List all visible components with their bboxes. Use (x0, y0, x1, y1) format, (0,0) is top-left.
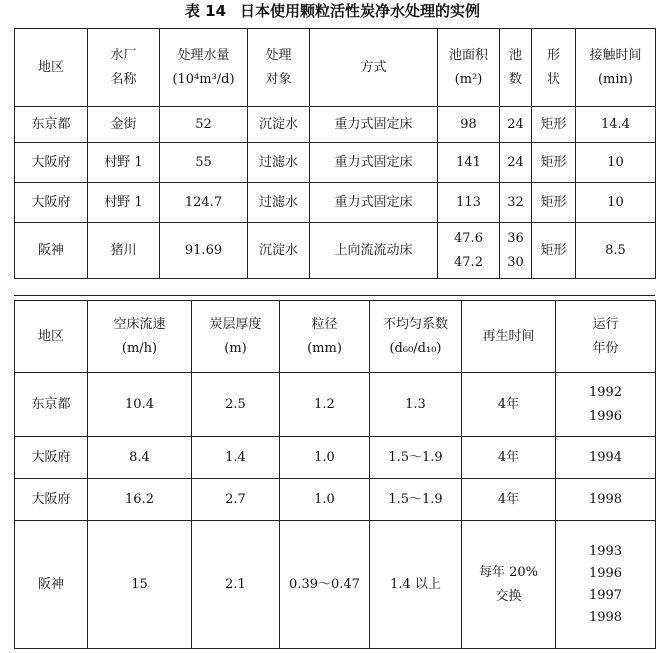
header-cell (500, 29, 532, 107)
header-cell (88, 29, 160, 107)
cell-text: (m) (224, 340, 247, 356)
table-cell (15, 521, 88, 649)
table-cell (462, 521, 556, 649)
cell-text: (m²) (454, 71, 483, 87)
cell-text: 运行 (592, 316, 619, 332)
table-cell (88, 479, 192, 521)
cell-text: 粒径 (311, 316, 338, 332)
cell-text: 过滤水 (258, 154, 298, 170)
table-cell (88, 143, 160, 183)
table-cell (438, 107, 500, 143)
cell-text: 2.5 (225, 396, 246, 412)
cell-text: 55 (195, 154, 212, 170)
cell-text: 交换 (495, 588, 522, 604)
header-cell (310, 29, 438, 107)
cell-text: 14.4 (601, 116, 630, 132)
cell-text: 对象 (265, 71, 292, 87)
cell-text: 4年 (497, 491, 520, 507)
cell-text: 91.69 (184, 242, 223, 258)
table-row (15, 143, 656, 183)
header-cell (576, 29, 656, 107)
table-cell (15, 373, 88, 437)
cell-text: 地区 (37, 328, 64, 344)
header-row (15, 301, 656, 373)
cell-text: 方式 (360, 59, 387, 75)
cell-text: 空床流速 (113, 316, 166, 332)
cell-text: 重力式固定床 (334, 116, 413, 132)
table-cell (15, 223, 88, 279)
header-cell (532, 29, 576, 107)
cell-text: 水厂 (110, 47, 137, 63)
table-row (15, 223, 656, 279)
table-cell (370, 521, 462, 649)
table-cell (15, 183, 88, 223)
carbon-spec-table (14, 300, 656, 649)
table-cell (556, 437, 656, 479)
cell-text: 1.3 (405, 396, 426, 412)
cell-text: 池面积 (448, 47, 488, 63)
header-cell (15, 29, 88, 107)
cell-text: 不均匀系数 (382, 316, 448, 332)
cell-text: 矩形 (540, 116, 567, 132)
cell-text: 4年 (497, 396, 520, 412)
table-cell (15, 437, 88, 479)
cell-text: 年份 (592, 340, 619, 356)
cell-text: 矩形 (540, 242, 567, 258)
cell-text: 1.5～1.9 (388, 449, 443, 465)
table-cell (500, 107, 532, 143)
cell-text: (mm) (307, 340, 342, 356)
table-cell (310, 107, 438, 143)
cell-text: 1996 (588, 408, 623, 424)
table-cell (532, 183, 576, 223)
table-cell (192, 373, 280, 437)
cell-text: (d₆₀/d₁₀) (389, 340, 442, 356)
table-cell (88, 437, 192, 479)
cell-text: 141 (456, 154, 481, 170)
table-cell (192, 437, 280, 479)
table-cell (280, 437, 370, 479)
cell-text: 32 (507, 194, 524, 210)
cell-text: 1998 (588, 491, 623, 507)
header-cell (88, 301, 192, 373)
table-cell (192, 521, 280, 649)
cell-text: 数 (508, 71, 522, 87)
cell-text: 1.0 (314, 491, 335, 507)
cell-text: 金街 (110, 116, 137, 132)
table-cell (438, 143, 500, 183)
table-cell (160, 107, 248, 143)
cell-text: 1996 (588, 565, 623, 581)
table-cell (310, 183, 438, 223)
header-cell (556, 301, 656, 373)
cell-text: 1997 (588, 587, 623, 603)
cell-text: 大阪府 (31, 194, 71, 210)
table-cell (160, 223, 248, 279)
cell-text: 矩形 (540, 194, 567, 210)
cell-text: 0.39～0.47 (289, 576, 360, 592)
header-cell (15, 301, 88, 373)
cell-text: 10.4 (125, 396, 154, 412)
table-cell (576, 107, 656, 143)
table-cell (462, 373, 556, 437)
table-cell (192, 479, 280, 521)
cell-text: 矩形 (540, 154, 567, 170)
table-cell (15, 143, 88, 183)
cell-text: 过滤水 (258, 194, 298, 210)
cell-text: 24 (507, 154, 524, 170)
cell-text: 16.2 (125, 491, 154, 507)
table-caption: 日本使用颗粒活性炭净水处理的实例 (240, 2, 481, 20)
table-row (15, 107, 656, 143)
table-cell (462, 479, 556, 521)
table-cell (576, 143, 656, 183)
table-cell (370, 479, 462, 521)
cell-text: 4年 (497, 449, 520, 465)
table-cell (370, 437, 462, 479)
cell-text: 东京都 (31, 396, 71, 412)
cell-text: 村野 1 (104, 194, 143, 210)
cell-text: 24 (507, 116, 524, 132)
cell-text: 10 (607, 154, 624, 170)
table-cell (88, 373, 192, 437)
cell-text: 地区 (37, 59, 64, 75)
table-cell (248, 107, 310, 143)
cell-text: 猪川 (110, 242, 137, 258)
header-cell (438, 29, 500, 107)
table-row (15, 183, 656, 223)
table-row (15, 437, 656, 479)
cell-text: 1.0 (314, 449, 335, 465)
cell-text: 沉淀水 (258, 242, 298, 258)
header-row (15, 29, 656, 107)
plant-info-table (14, 28, 656, 279)
cell-text: 1.4 以上 (390, 576, 441, 592)
cell-text: 沉淀水 (258, 116, 298, 132)
cell-text: 形 (546, 47, 560, 63)
cell-text: 上向流流动床 (334, 242, 413, 258)
cell-text: 1.2 (314, 396, 335, 412)
cell-text: 大阪府 (31, 154, 71, 170)
table-cell (88, 521, 192, 649)
table-cell (370, 373, 462, 437)
cell-text: 30 (507, 254, 524, 270)
cell-text: 再生时间 (482, 328, 535, 344)
cell-text: 47.2 (454, 254, 483, 270)
cell-text: 36 (507, 230, 524, 246)
cell-text: 池 (508, 47, 522, 63)
cell-text: 处理 (265, 47, 292, 63)
cell-text: 大阪府 (31, 491, 71, 507)
table-cell (310, 223, 438, 279)
cell-text: 1993 (588, 543, 623, 559)
cell-text: 124.7 (184, 194, 223, 210)
header-cell (462, 301, 556, 373)
table-cell (15, 107, 88, 143)
header-cell (280, 301, 370, 373)
cell-text: (10⁴m³/d) (172, 71, 235, 87)
table-cell (438, 223, 500, 279)
header-cell (192, 301, 280, 373)
table-cell (160, 143, 248, 183)
header-cell (160, 29, 248, 107)
cell-text: 1.4 (225, 449, 246, 465)
table-cell (500, 223, 532, 279)
table-cell (88, 107, 160, 143)
table-row (15, 521, 656, 649)
cell-text: 1994 (588, 449, 623, 465)
cell-text: 52 (195, 116, 212, 132)
cell-text: (m/h) (121, 340, 158, 356)
cell-text: 1998 (588, 609, 623, 625)
table-cell (88, 223, 160, 279)
table-cell (556, 521, 656, 649)
table-cell (500, 143, 532, 183)
cell-text: 8.5 (605, 242, 626, 258)
cell-text: 大阪府 (31, 449, 71, 465)
table-cell (576, 183, 656, 223)
table-cell (556, 479, 656, 521)
cell-text: 8.4 (129, 449, 150, 465)
cell-text: 10 (607, 194, 624, 210)
cell-text: 阪神 (37, 242, 64, 258)
table-cell (248, 223, 310, 279)
table-cell (532, 143, 576, 183)
table-cell (576, 223, 656, 279)
cell-text: 炭层厚度 (209, 316, 262, 332)
cell-text: 处理水量 (177, 47, 230, 63)
cell-text: 15 (131, 576, 148, 592)
cell-text: 重力式固定床 (334, 154, 413, 170)
cell-text: 2.7 (225, 491, 246, 507)
table-cell (462, 437, 556, 479)
table-cell (532, 223, 576, 279)
cell-text: 阪神 (37, 576, 64, 592)
cell-text: 98 (460, 116, 477, 132)
cell-text: 113 (456, 194, 481, 210)
cell-text: 47.6 (454, 230, 483, 246)
table-cell (280, 521, 370, 649)
cell-text: 1992 (588, 384, 623, 400)
cell-text: 村野 1 (104, 154, 143, 170)
cell-text: 1.5～1.9 (388, 491, 443, 507)
table-cell (556, 373, 656, 437)
cell-text: 每年 20% (478, 564, 539, 580)
header-cell (248, 29, 310, 107)
cell-text: 接触时间 (589, 47, 642, 63)
table-cell (160, 183, 248, 223)
table-cell (438, 183, 500, 223)
cell-text: 重力式固定床 (334, 194, 413, 210)
table-cell (280, 373, 370, 437)
table-cell (248, 183, 310, 223)
table-row (15, 373, 656, 437)
table-cell (500, 183, 532, 223)
table-cell (532, 107, 576, 143)
table-cell (310, 143, 438, 183)
table-number: 表 14 (184, 2, 227, 20)
table-row (15, 479, 656, 521)
cell-text: 东京都 (31, 116, 71, 132)
cell-text: 名称 (110, 71, 137, 87)
cell-text: 状 (546, 71, 560, 87)
table-cell (15, 479, 88, 521)
cell-text: (min) (597, 71, 633, 87)
table-cell (248, 143, 310, 183)
table-cell (88, 183, 160, 223)
table-title (0, 0, 665, 22)
table-cell (280, 479, 370, 521)
header-cell (370, 301, 462, 373)
cell-text: 2.1 (225, 576, 246, 592)
